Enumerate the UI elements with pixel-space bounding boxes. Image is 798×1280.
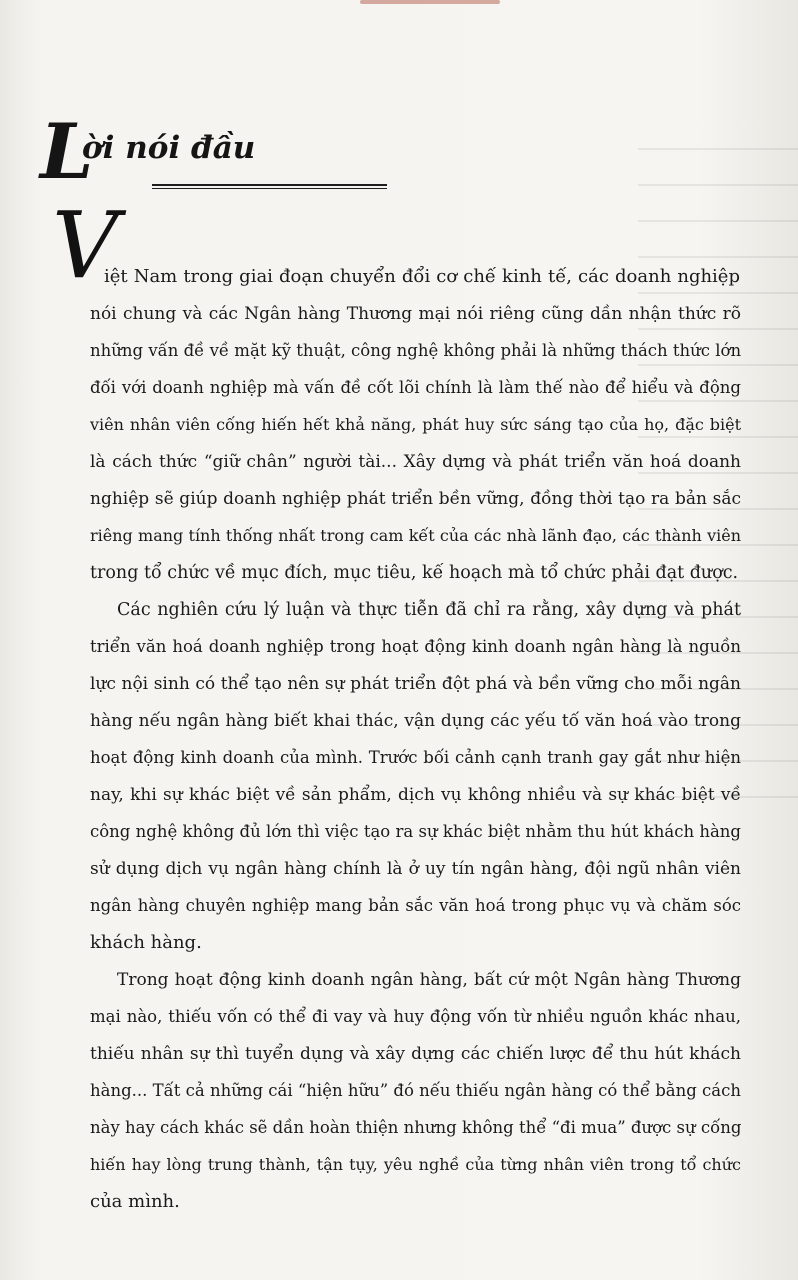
p2-line: hoạt động kinh doanh của mình. Trước bối cảnh cạnh tranh gay gắt như hiện: [90, 748, 741, 767]
heading-initial: L: [40, 107, 94, 196]
p1-line: những vấn đề về mặt kỹ thuật, công nghệ không phải là những thách thức lớn: [90, 341, 742, 360]
p2-line: triển văn hoá doanh nghiệp trong hoạt động kinh doanh ngân hàng là nguồn: [90, 637, 741, 656]
p3-line: hàng... Tất cả những cái “hiện hữu” đó nếu thiếu ngân hàng có thể bằng cách: [90, 1081, 741, 1100]
p1-line: đối với doanh nghiệp mà vấn đề cốt lõi chính là làm thế nào để hiểu và động: [90, 378, 741, 397]
heading-underline-thin: [152, 188, 387, 189]
p3-line: hiến hay lòng trung thành, tận tụy, yêu nghề của từng nhân viên trong tổ chức: [90, 1155, 741, 1174]
page-heading: [40, 107, 400, 196]
p1-line: viên nhân viên cống hiến hết khả năng, phát huy sức sáng tạo của họ, đặc biệt: [90, 415, 741, 434]
heading-text: ời nói đầu: [82, 130, 256, 166]
p2-line: ngân hàng chuyên nghiệp mang bản sắc văn hoá trong phục vụ và chăm sóc: [90, 896, 741, 915]
drop-cap: V: [52, 192, 119, 299]
p1-line: là cách thức “giữ chân” người tài... Xây dựng và phát triển văn hoá doanh: [90, 452, 741, 472]
p3-line: Trong hoạt động kinh doanh ngân hàng, bất cứ một Ngân hàng Thương: [117, 970, 741, 990]
p2-line: công nghệ không đủ lớn thì việc tạo ra sự khác biệt nhằm thu hút khách hàng: [90, 822, 741, 841]
p3-line: thiếu nhân sự thì tuyển dụng và xây dựng các chiến lược để thu hút khách: [90, 1044, 741, 1064]
p1-line: riêng mang tính thống nhất trong cam kết của các nhà lãnh đạo, các thành viên: [90, 526, 741, 545]
top-edge-mark: [360, 0, 500, 4]
p1-line: iệt Nam trong giai đoạn chuyển đổi cơ chế kinh tế, các doanh nghiệp: [104, 266, 740, 287]
p2-line: hàng nếu ngân hàng biết khai thác, vận dụng các yếu tố văn hoá vào trong: [90, 711, 741, 731]
heading-underline: [152, 184, 387, 186]
p2-line: lực nội sinh có thể tạo nên sự phát triển đột phá và bền vững cho mỗi ngân: [90, 674, 741, 694]
p3-line: của mình.: [90, 1191, 180, 1212]
p1-line: nói chung và các Ngân hàng Thương mại nói riêng cũng dần nhận thức rõ: [90, 304, 741, 324]
p2-line: sử dụng dịch vụ ngân hàng chính là ở uy tín ngân hàng, đội ngũ nhân viên: [90, 859, 741, 879]
p3-line: mại nào, thiếu vốn có thể đi vay và huy động vốn từ nhiều nguồn khác nhau,: [90, 1007, 741, 1026]
p2-line: Các nghiên cứu lý luận và thực tiễn đã chỉ ra rằng, xây dựng và phát: [117, 600, 741, 620]
p2-line: nay, khi sự khác biệt về sản phẩm, dịch vụ không nhiều và sự khác biệt về: [90, 785, 741, 805]
p1-line: trong tổ chức về mục đích, mục tiêu, kế hoạch mà tổ chức phải đạt được.: [90, 563, 739, 583]
p2-line: khách hàng.: [90, 932, 202, 953]
p3-line: này hay cách khác sẽ dần hoàn thiện nhưng không thể “đi mua” được sự cống: [90, 1118, 742, 1137]
p1-line: nghiệp sẽ giúp doanh nghiệp phát triển bền vững, đồng thời tạo ra bản sắc: [90, 489, 741, 509]
